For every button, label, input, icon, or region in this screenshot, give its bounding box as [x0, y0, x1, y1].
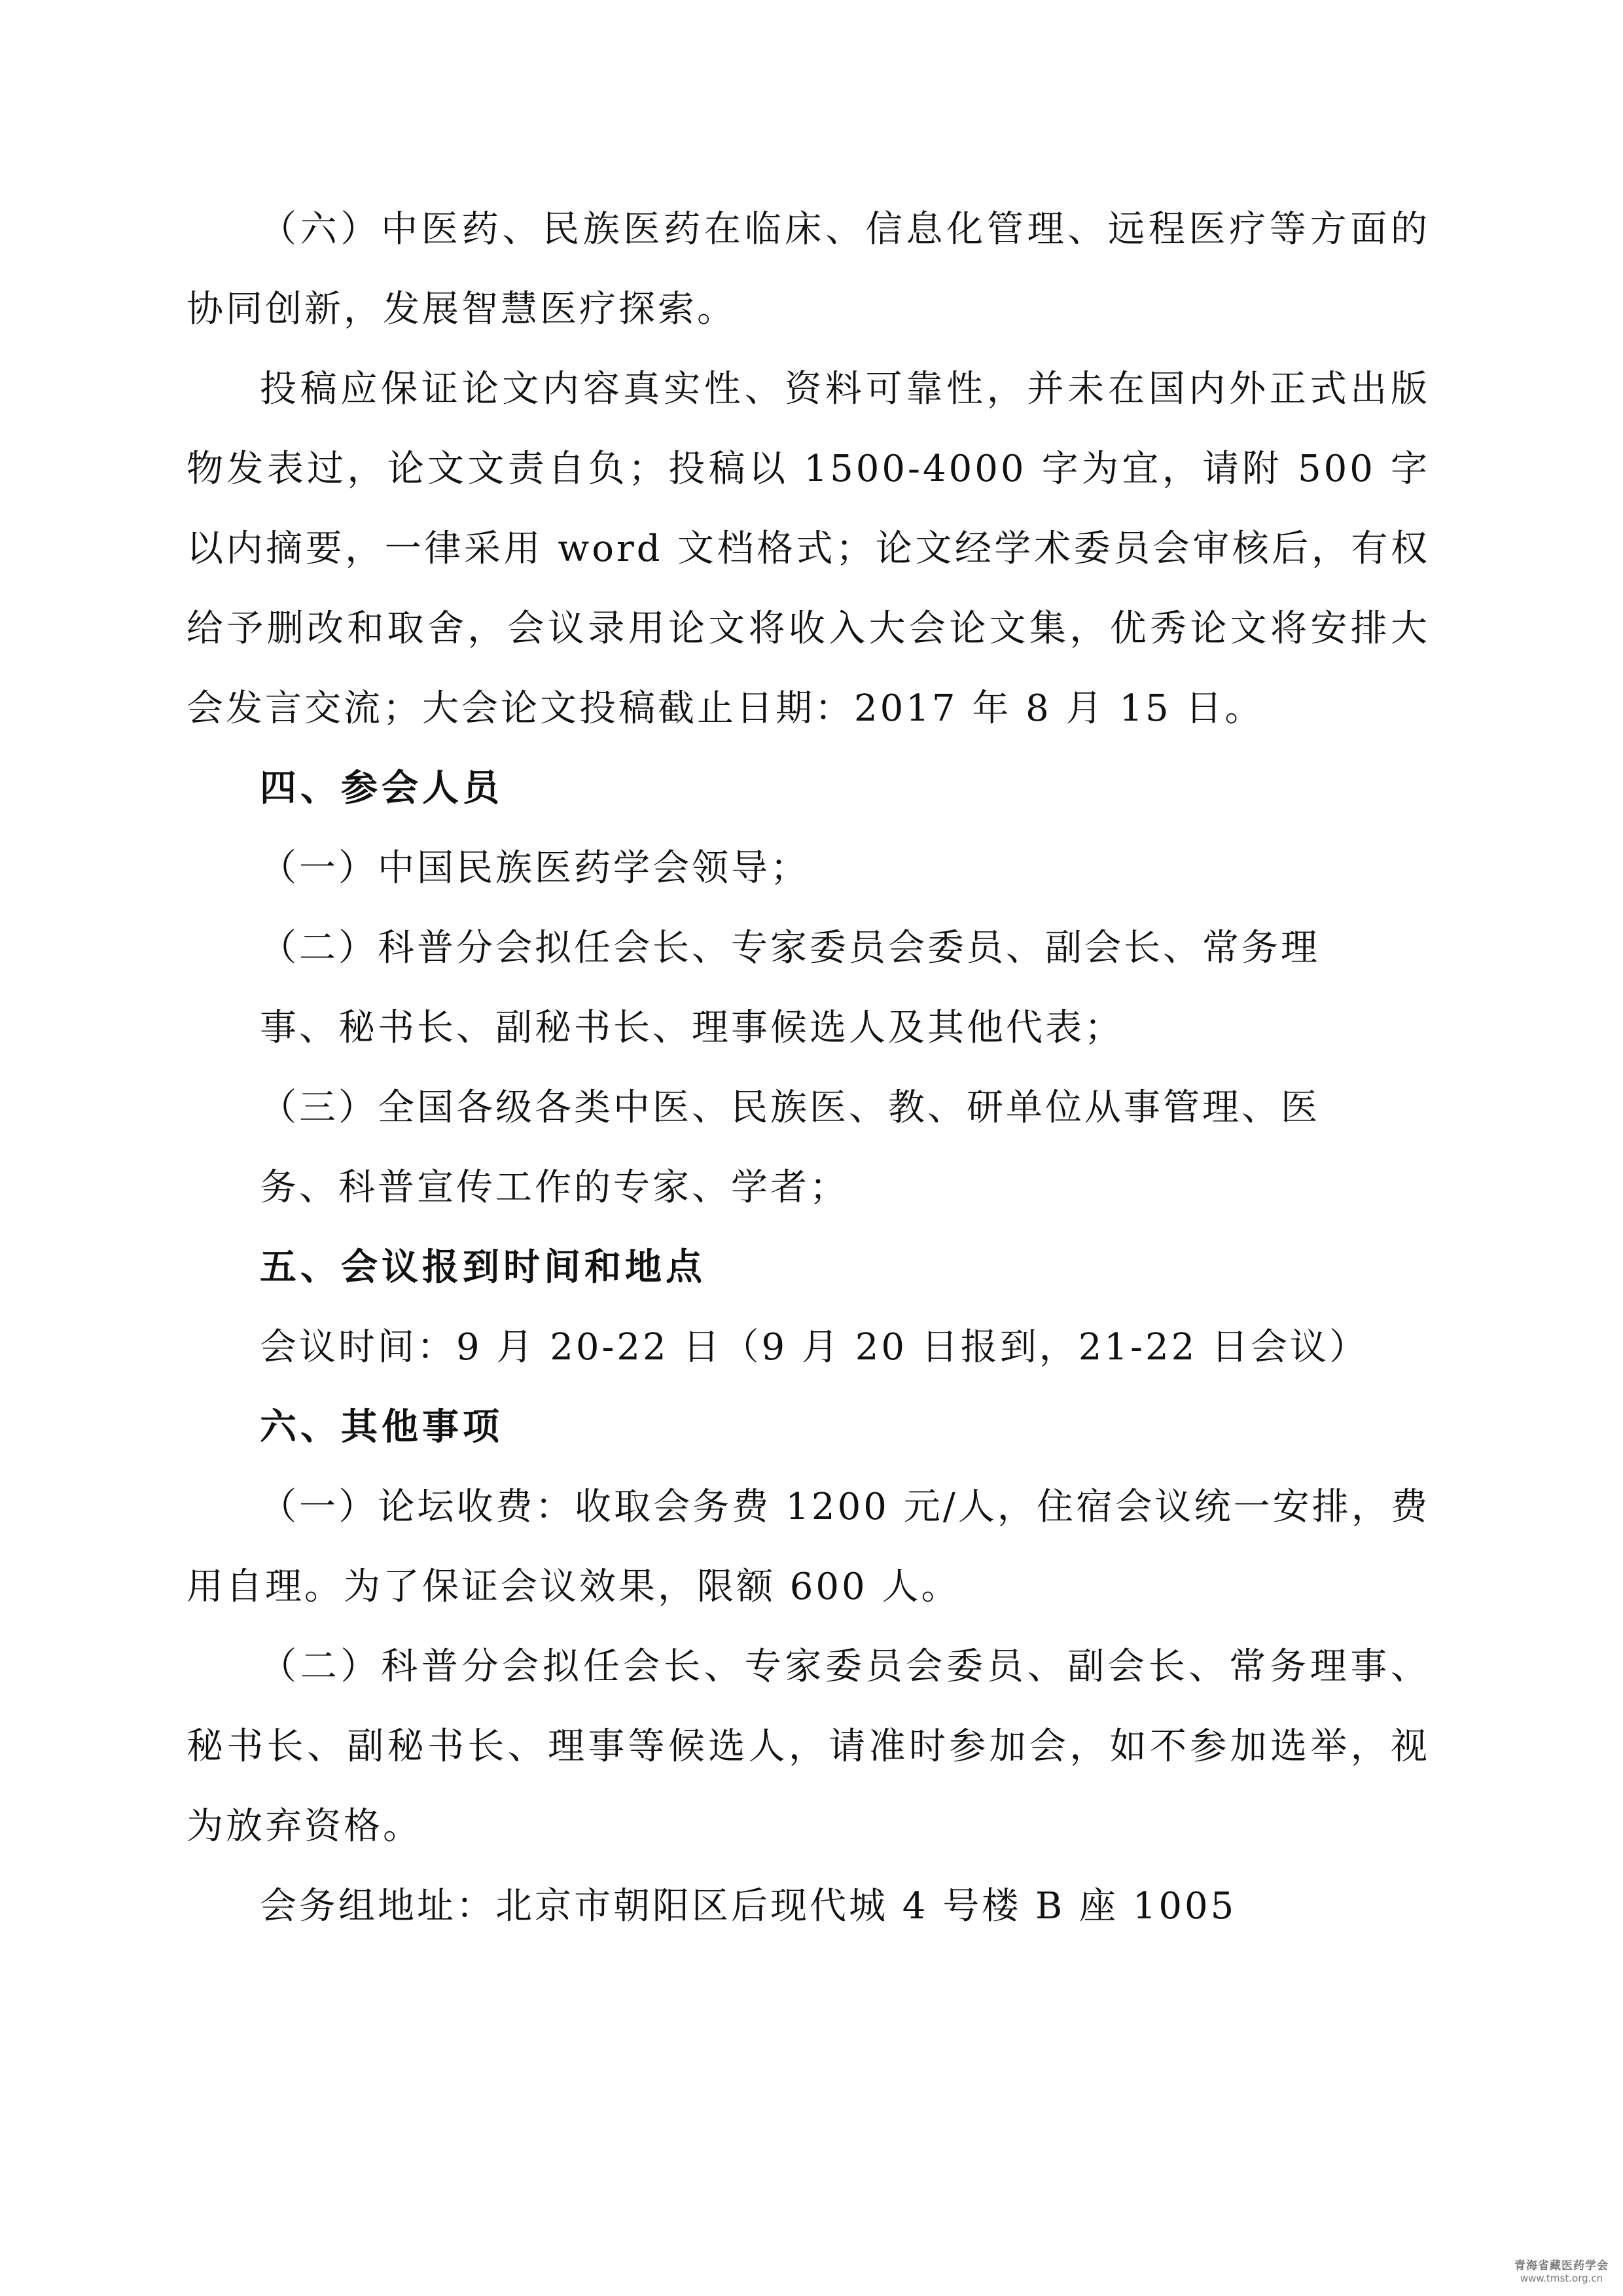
attendee-item-3	[187, 1068, 1430, 1228]
meeting-time: 会议时间：9 月 20-22 日（9 月 20 日报到，21-22 日会议）	[260, 1326, 1368, 1369]
attendee-item-3-line-1: （三）全国各级各类中医、民族医、教、研单位从事管理、医	[260, 1086, 1320, 1129]
watermark-name: 青海省藏医药学会	[1514, 2259, 1609, 2273]
attendee-item-2	[187, 908, 1430, 1068]
office-address: 会务组地址：北京市朝阳区后现代城 4 号楼 B 座 1005	[260, 1885, 1237, 1928]
document-body	[187, 190, 1430, 1946]
attendee-item-3-line-2: 务、科普宣传工作的专家、学者；	[260, 1166, 849, 1209]
paragraph-submission-rules: 投稿应保证论文内容真实性、资料可靠性，并未在国内外正式出版物发表过，论文文责自负；投稿以 1500-4000 字为宜，请附 500 字以内摘要，一律采用 word 文档格式；论文经学术委员会审核后，有权给予删改和取舍，会议录用论文将收入大会论文集，优秀论文将安排大会发言交流；大会论文投稿截止日期：2017 年 8 月 15 日。	[187, 368, 1430, 730]
section-heading-time-place: 五、会议报到时间和地点	[260, 1246, 706, 1289]
attendee-item-2-line-2: 事、秘书长、副秘书长、理事候选人及其他代表；	[260, 1007, 1124, 1049]
section-heading-other-matters: 六、其他事项	[260, 1406, 503, 1448]
election-paragraph: （二）科普分会拟任会长、专家委员会委员、副会长、常务理事、秘书长、副秘书长、理事等候选人，请准时参加会，如不参加选举，视为放弃资格。	[187, 1645, 1430, 1848]
attendee-item-2-line-1: （二）科普分会拟任会长、专家委员会委员、副会长、常务理	[260, 927, 1320, 969]
watermark-url: www.tmst.org.cn	[1520, 2272, 1603, 2284]
paragraph-item-6: （六）中医药、民族医药在临床、信息化管理、远程医疗等方面的协同创新，发展智慧医疗探索。	[187, 208, 1430, 331]
fee-paragraph: （一）论坛收费：收取会务费 1200 元/人，住宿会议统一安排，费用自理。为了保证会议效果，限额 600 人。	[187, 1486, 1430, 1608]
attendee-item-1: （一）中国民族医药学会领导；	[260, 847, 810, 889]
watermark-logo	[1514, 2260, 1609, 2284]
section-heading-attendees: 四、参会人员	[260, 767, 503, 810]
